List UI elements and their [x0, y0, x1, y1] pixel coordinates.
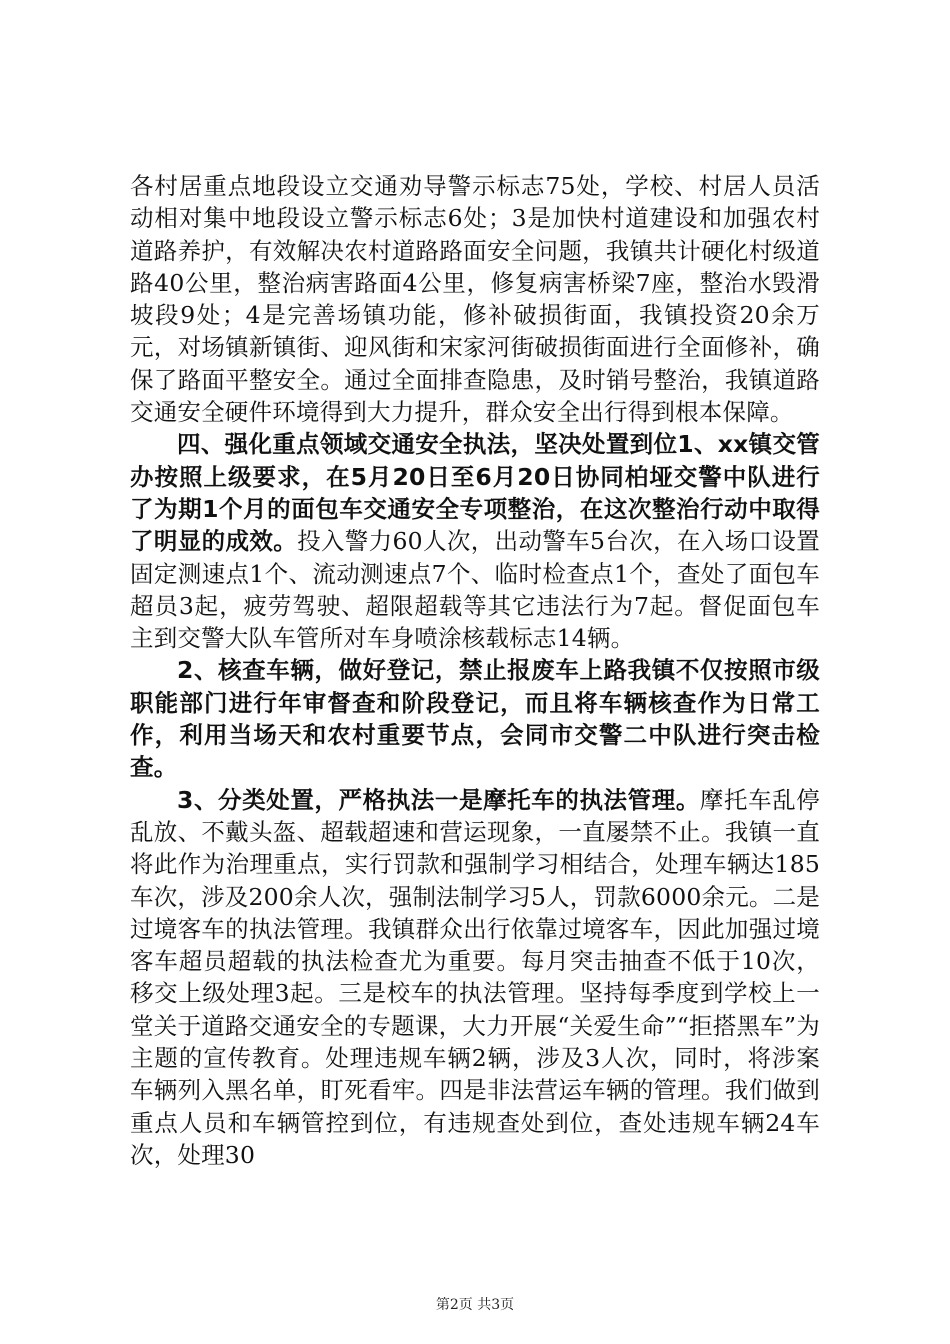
paragraph-3 — [130, 654, 820, 783]
paragraph-1 — [130, 170, 820, 428]
paragraph-3-lead: 2、核查车辆，做好登记，禁止报废车上路我镇不仅按照市级职能部门进行年审督查和阶段登记，而且将车辆核查作为日常工作，利用当场天和农村重要节点，会同市交警二中队进行突击检查。 — [130, 656, 820, 782]
page-footer — [0, 1296, 950, 1314]
document-body — [130, 170, 820, 1171]
paragraph-4-text: 摩托车乱停乱放、不戴头盔、超载超速和营运现象，一直屡禁不止。我镇一直将此作为治理重点，实行罚款和强制学习相结合，处理车辆达185车次，涉及200余人次，强制法制学习5人，罚款6000余元。二是过境客车的执法管理。我镇群众出行依靠过境客车，因此加强过境客车超员超载的执法检查尤为重要。每月突击抽查不低于10次，移交上级处理3起。三是校车的执法管理。坚持每季度到学校上一堂关于道路交通安全的专题课，大力开展“关爱生命”“拒搭黑车”为主题的宣传教育。处理违规车辆2辆，涉及3人次，同时，将涉案车辆列入黑名单，盯死看牢。四是非法营运车辆的管理。我们做到重点人员和车辆管控到位，有违规查处到位，查处违规车辆24车次，处理30 — [130, 785, 821, 1169]
page-number-label: 第2页 共3页 — [435, 1297, 515, 1313]
paragraph-4-lead: 3、分类处置，严格执法一是摩托车的执法管理。 — [177, 785, 700, 814]
paragraph-2 — [130, 428, 820, 654]
paragraph-1-text: 各村居重点地段设立交通劝导警示标志75处，学校、村居人员活动相对集中地段设立警示标志6处；3是加快村道建设和加强农村道路养护，有效解决农村道路路面安全问题，我镇共计硬化村级道路40公里，整治病害路面4公里，修复病害桥梁7座，整治水毁滑坡段9处；4是完善场镇功能，修补破损街面，我镇投资20余万元，对场镇新镇街、迎风街和宋家河街破损街面进行全面修补，确保了路面平整安全。通过全面排查隐患，及时销号整治，我镇道路交通安全硬件环境得到大力提升，群众安全出行得到根本保障。 — [130, 172, 820, 427]
paragraph-4 — [130, 784, 820, 1172]
paragraph-2-lead: 四、强化重点领域交通安全执法，坚决处置到位1、xx镇交管办按照上级要求，在5月20日至6月20日协同柏垭交警中队进行了为期1个月的面包车交通安全专项整治，在这次整治行动中取得了明显的成效。 — [130, 430, 820, 556]
paragraph-2-text: 投入警力60人次，出动警车5台次，在入场口设置固定测速点1个、流动测速点7个、临时检查点1个，查处了面包车超员3起，疲劳驾驶、超限超载等其它违法行为7起。督促面包车主到交警大队车管所对车身喷涂核载标志14辆。 — [130, 527, 820, 653]
